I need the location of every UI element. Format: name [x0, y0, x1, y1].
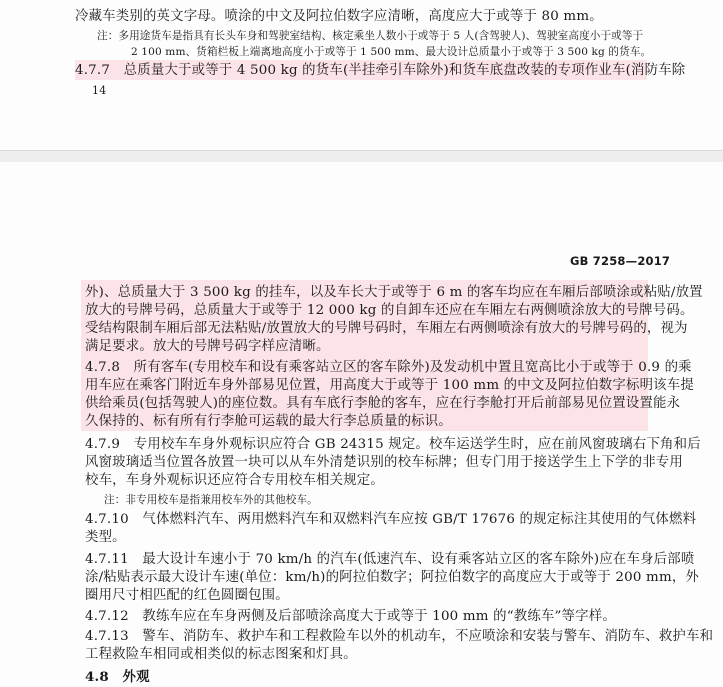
text-line: 类型。 [85, 530, 126, 545]
clause-4-7-7: 4.7.7 总质量大于或等于 4 500 kg 的货车(半挂牵引车除外)和货车底盘改装的专项作业车(消防车除 [75, 63, 686, 78]
text-line: 放大的号牌号码，总质量大于或等于 12 000 kg 的自卸车还应在车厢左右两侧喷涂放大的号牌号码。 [85, 303, 694, 318]
text-line: 受结构限制车厢后部无法粘贴/放置放大的号牌号码时，车厢左右两侧喷涂有放大的号牌号码的，视为 [85, 321, 688, 336]
text-line: 冷藏车类别的英文字母。喷涂的中文及阿拉伯数字应清晰，高度应大于或等于 80 mm。 [75, 9, 603, 24]
text-line: 涂/粘贴表示最大设计车速(单位：km/h)的阿拉伯数字；阿拉伯数字的高度应大于或等于 200 mm，外 [85, 570, 700, 585]
page-14-bottom [0, 0, 723, 150]
text-line: 校车，车身外观标识还应符合专用校车相关规定。 [85, 473, 384, 488]
note-line: 2 100 mm、货箱栏板上端离地高度小于或等于 1 500 mm、最大设计总质量小于或等于 3 500 kg 的货车。 [131, 46, 652, 58]
section-heading-4-8: 4.8 外观 [85, 669, 150, 685]
clause-4-7-13: 4.7.13 警车、消防车、救护车和工程救险车以外的机动车，不应喷涂和安装与警车、消防车、救护车和 [85, 629, 714, 644]
clause-4-7-10: 4.7.10 气体燃料汽车、两用燃料汽车和双燃料汽车应按 GB/T 17676 的规定标注其使用的气体燃料 [85, 512, 697, 527]
page-number: 14 [92, 84, 107, 97]
text-line: 圈用尺寸相匹配的红色圆圈包围。 [85, 588, 289, 603]
clause-4-7-11: 4.7.11 最大设计车速小于 70 km/h 的汽车(低速汽车、设有乘客站立区的客车除外)应在车身后部喷 [85, 552, 695, 567]
text-line: 外)、总质量大于 3 500 kg 的挂车，以及车长大于或等于 6 m 的客车均应在车厢后部喷涂或粘贴/放置 [85, 285, 703, 300]
clause-4-7-9: 4.7.9 专用校车车身外观标识应符合 GB 24315 规定。校车运送学生时，应在前风窗玻璃右下角和后 [85, 437, 701, 452]
text-line: 工程救险车相同或相类似的标志图案和灯具。 [85, 647, 357, 662]
standard-header: GB 7258—2017 [570, 254, 671, 268]
note-line: 注：非专用校车是指兼用校车外的其他校车。 [104, 494, 318, 506]
text-line: 供给乘员(包括驾驶人)的座位数。具有车底行李舱的客车，应在行李舱打开后前部易见位置设置能永 [85, 396, 681, 411]
note-line: 注：多用途货车是指具有长头车身和驾驶室结构、核定乘坐人数小于或等于 5 人(含驾驶人)、驾驶室高度小于或等于 [97, 30, 644, 42]
text-line: 风窗玻璃适当位置各放置一块可以从车外清楚识别的校车标牌；但专门用于接送学生上下学的非专用 [85, 455, 683, 470]
clause-4-7-12: 4.7.12 教练车应在车身两侧及后部喷涂高度大于或等于 100 mm 的“教练车”等字样。 [85, 609, 616, 624]
text-line: 久保持的、标有所有行李舱可运载的最大行李总质量的标识。 [85, 414, 452, 429]
text-line: 满足要求。放大的号牌号码字样应清晰。 [85, 339, 330, 354]
text-line: 用车应在乘客门附近车身外部易见位置，用高度大于或等于 100 mm 的中文及阿拉伯数字标明该车提 [85, 378, 694, 393]
clause-4-7-8: 4.7.8 所有客车(专用校车和设有乘客站立区的客车除外)及发动机中置且宽高比小于或等于 0.9 的乘 [85, 360, 692, 375]
